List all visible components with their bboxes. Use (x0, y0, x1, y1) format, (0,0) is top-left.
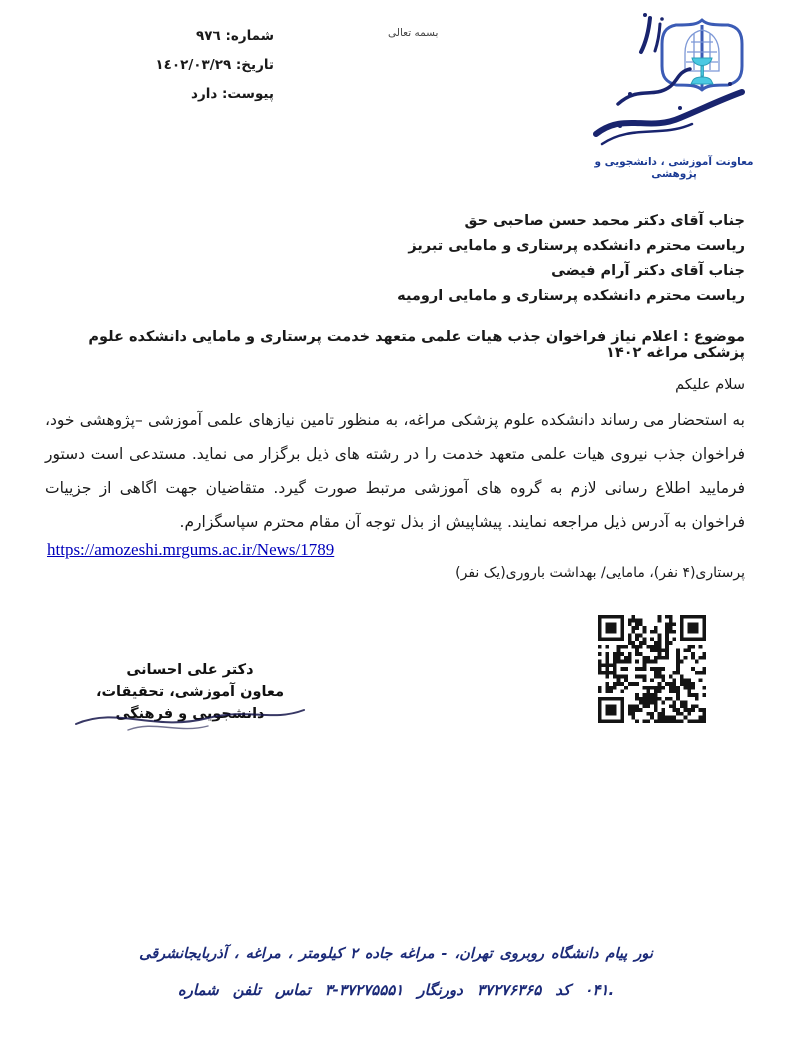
footer-word: آذربایجانشرقی (139, 946, 227, 962)
footer-word: شماره (177, 981, 219, 999)
date-label: تاریخ: (235, 57, 274, 73)
logo-department-caption: معاونت آموزشی ، دانشجویی و پژوهشی (594, 156, 754, 180)
footer-word: - (441, 946, 448, 962)
footer-word: ، (233, 946, 239, 962)
bismillah-text: بسمه تعالی (388, 27, 439, 39)
recipient-line: جناب آقای دکتر آرام فیضی (551, 263, 745, 279)
recipients-block (397, 209, 745, 309)
footer-word: دانشگاه (551, 946, 599, 962)
letter-date-line (122, 51, 274, 80)
footer-word: ۲ (350, 946, 358, 962)
signer-title-line2: دانشجویی و فرهنگی (115, 706, 265, 722)
recipient-line: ریاست محترم دانشکده پرستاری و مامایی ارومیه (397, 288, 745, 304)
footer-word: کیلومتر (299, 946, 344, 962)
number-label: شماره: (225, 28, 274, 44)
footer-word: تماس (274, 981, 311, 999)
attachment-label: پیوست: (221, 86, 274, 102)
salutation-text: سلام علیکم (675, 377, 745, 393)
footer-word: جاده (364, 946, 393, 962)
footer-word: تهران، (454, 946, 493, 962)
date-value: ١٤٠٢/٠٣/٢٩ (155, 57, 232, 73)
signer-name: دکتر علی احسانی (126, 662, 254, 678)
subject-line: موضوع : اعلام نیاز فراخوان جذب هیات علمی متعهد خدمت پرستاری و مامایی دانشکده علوم پزشکی مراغه ۱۴۰۲ (88, 329, 745, 361)
letter-number-line (122, 22, 274, 51)
positions-line: پرستاری(۴ نفر)، مامایی/ بهداشت باروری(یک نفر) (455, 565, 745, 581)
announcement-link[interactable]: https://amozeshi.mrgums.ac.ir/News/1789 (47, 540, 335, 559)
recipient-line: ریاست محترم دانشکده پرستاری و مامایی تبریز (408, 238, 745, 254)
letter-meta-block (122, 22, 274, 109)
university-logo-icon (588, 8, 766, 158)
recipient-line: جناب آقای دکتر محمد حسن صاحبی حق (464, 213, 745, 229)
footer-word: مراغه (399, 946, 435, 962)
footer-word: پیام (605, 946, 628, 962)
footer-word: روبروی (499, 946, 545, 962)
footer-word: دورنگار (417, 981, 463, 999)
qr-code (598, 615, 706, 723)
footer-word: نور (634, 946, 653, 962)
signer-title-line1: معاون آموزشی، تحقیقات، (95, 684, 285, 700)
university-logo (588, 8, 766, 158)
body-paragraph: به استحضار می رساند دانشکده علوم پزشکی مراغه، به منظور تامین نیازهای علمی آموزشی –پژوهشی خود، فراخوان جذب نیروی هیات علمی متعهد خدمت را در رشته های ذیل برگزار می نماید. مستدعی است دستور فرمایید اطلاع رسانی لازم به گروه های آموزشی مرتبط صورت گیرد. متقاضیان جهت اگاهی از جزییات فراخوان به آدرس ذیل مراجعه نمایند. پیشاپیش از بذل توجه آن مقام محترم سپاسگزارم. (45, 411, 745, 531)
footer-word: مراغه (245, 946, 281, 962)
letter-attachment-line (122, 80, 274, 109)
footer-word: ، (287, 946, 293, 962)
footer-word: ۳-۳۷۲۷۵۵۵۱ (324, 981, 404, 999)
number-value: ٩٧٦ (196, 28, 221, 44)
footer-contact-line (0, 981, 792, 999)
footer-word: کد (555, 981, 571, 999)
attachment-value: دارد (191, 86, 218, 102)
signature-block (68, 659, 312, 725)
footer-address-line (0, 946, 792, 962)
footer-word: ۳۷۲۷۶۳۶۵ (476, 981, 542, 999)
footer-word: تلفن (232, 981, 261, 999)
footer-word: ۰۴۱. (584, 981, 615, 999)
